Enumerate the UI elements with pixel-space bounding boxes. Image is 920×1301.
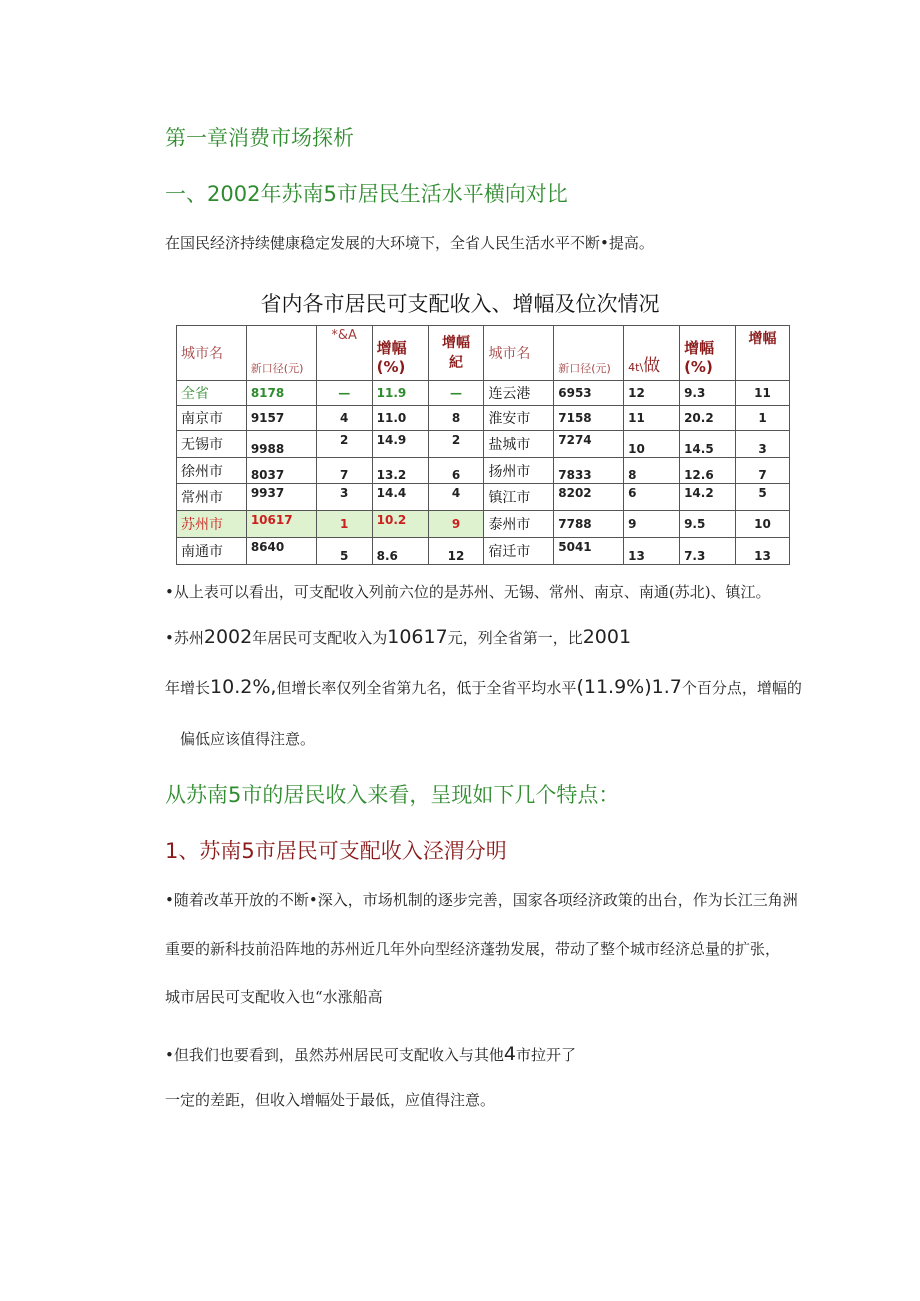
- rank-cell: 1: [316, 511, 372, 538]
- city-cell: 常州市: [177, 484, 247, 511]
- rank-cell: 10: [624, 431, 680, 458]
- table-row-highlight: [177, 511, 790, 538]
- header-rank-right-main: 做: [643, 356, 661, 376]
- income-cell: 8178: [246, 381, 316, 406]
- header-rank-right: [624, 326, 680, 381]
- growth-rank-cell: 7: [736, 458, 790, 484]
- growth-rank-cell: 6: [428, 458, 484, 484]
- growth-cell: 14.5: [680, 431, 736, 458]
- header-income-right: 新口径(元): [554, 326, 624, 381]
- income-cell: 9937: [246, 484, 316, 511]
- table-row: [177, 406, 790, 431]
- year-value: 2002: [203, 626, 253, 648]
- growth-rank-cell: 10: [736, 511, 790, 538]
- city-cell: 淮安市: [484, 406, 554, 431]
- rank-cell: 4: [316, 406, 372, 431]
- year-value: 2001: [582, 626, 632, 648]
- count-value: 4: [503, 1043, 516, 1065]
- header-rank-left: *&A: [316, 326, 372, 381]
- growth-rank-cell: 12: [428, 538, 484, 565]
- table-row: [177, 431, 790, 458]
- growth-rank-cell: 13: [736, 538, 790, 565]
- income-cell: 6953: [554, 381, 624, 406]
- paragraph-ranking: •从上表可以看出，可支配收入列前六位的是苏州、无锡、常州、南京、南通(苏北)、镇江。: [165, 583, 771, 601]
- header-growth-right: 增幅(%): [680, 326, 736, 381]
- income-cell: 7788: [554, 511, 624, 538]
- paragraph-growth: [165, 676, 802, 698]
- income-cell: 8202: [554, 484, 624, 511]
- growth-cell: 13.2: [372, 458, 428, 484]
- city-cell: 南通市: [177, 538, 247, 565]
- growth-cell: 14.4: [372, 484, 428, 511]
- city-cell: 盐城市: [484, 431, 554, 458]
- header-growth-rank-right: 增幅: [736, 326, 790, 381]
- income-cell: 8640: [246, 538, 316, 565]
- table-title: 省内各市居民可支配收入、增幅及位次情况: [260, 292, 660, 316]
- income-table: [176, 325, 790, 565]
- income-cell: 10617: [246, 511, 316, 538]
- section3-title: 1、苏南5市居民可支配收入泾渭分明: [165, 839, 507, 863]
- city-cell: 南京市: [177, 406, 247, 431]
- income-cell: 7833: [554, 458, 624, 484]
- header-city-right: 城市名: [484, 326, 554, 381]
- growth-rank-cell: 2: [428, 431, 484, 458]
- growth-cell: 9.5: [680, 511, 736, 538]
- header-city-left: 城市名: [177, 326, 247, 381]
- city-cell: 苏州市: [177, 511, 247, 538]
- text-run: 市拉开了: [515, 1046, 576, 1064]
- city-cell: 无锡市: [177, 431, 247, 458]
- paragraph-reform: •随着改革开放的不断•深入，市场机制的逐步完善，国家各项经济政策的出台，作为长江三角洲: [165, 891, 798, 909]
- paragraph-reform-end: 城市居民可支配收入也“水涨船高: [165, 988, 383, 1006]
- city-cell: 镇江市: [484, 484, 554, 511]
- growth-cell: 11.0: [372, 406, 428, 431]
- average-value: (11.9%)1.7: [576, 676, 682, 698]
- rank-cell: 12: [624, 381, 680, 406]
- growth-rank-cell: 5: [736, 484, 790, 511]
- income-cell: 9157: [246, 406, 316, 431]
- rank-cell: 3: [316, 484, 372, 511]
- income-cell: 8037: [246, 458, 316, 484]
- rank-cell: 2: [316, 431, 372, 458]
- rank-cell: 9: [624, 511, 680, 538]
- growth-rank-cell: 1: [736, 406, 790, 431]
- header-growth-rank-left-line1: 增幅: [442, 335, 470, 351]
- rank-cell: —: [316, 381, 372, 406]
- text-run: •苏州: [165, 629, 204, 647]
- paragraph-reform-cont: 重要的新科技前沿阵地的苏州近几年外向型经济蓬勃发展，带动了整个城市经济总量的扩张，: [165, 940, 781, 958]
- income-cell: 9988: [246, 431, 316, 458]
- text-run: 元，列全省第一，比: [447, 629, 583, 647]
- growth-cell: 7.3: [680, 538, 736, 565]
- growth-cell: 14.2: [680, 484, 736, 511]
- city-cell: 泰州市: [484, 511, 554, 538]
- city-cell: 全省: [177, 381, 247, 406]
- growth-value: 10.2%,: [210, 676, 277, 698]
- text-run: 年居民可支配收入为: [252, 629, 388, 647]
- header-income-left: 新口径(元): [246, 326, 316, 381]
- header-growth-rank-left-line2: 紀: [449, 355, 463, 371]
- income-value: 10617: [387, 626, 448, 648]
- rank-cell: 8: [624, 458, 680, 484]
- city-cell: 宿迁市: [484, 538, 554, 565]
- paragraph-gap-cont: 一定的差距，但收入增幅处于最低，应值得注意。: [165, 1091, 496, 1109]
- city-cell: 连云港: [484, 381, 554, 406]
- city-cell: 扬州市: [484, 458, 554, 484]
- growth-cell: 9.3: [680, 381, 736, 406]
- chapter-title: 第一章消费市场探析: [165, 126, 354, 150]
- city-cell: 徐州市: [177, 458, 247, 484]
- rank-cell: 5: [316, 538, 372, 565]
- paragraph-note: 偏低应该值得注意。: [180, 730, 316, 748]
- growth-rank-cell: 11: [736, 381, 790, 406]
- growth-cell: 12.6: [680, 458, 736, 484]
- table-row: [177, 538, 790, 565]
- text-run: 但增长率仅列全省第九名，低于全省平均水平: [276, 679, 577, 697]
- growth-rank-cell: 4: [428, 484, 484, 511]
- income-cell: 5041: [554, 538, 624, 565]
- growth-rank-cell: 9: [428, 511, 484, 538]
- rank-cell: 11: [624, 406, 680, 431]
- table-row: [177, 484, 790, 511]
- table-row: [177, 381, 790, 406]
- growth-cell: 14.9: [372, 431, 428, 458]
- text-run: 年增长: [165, 679, 211, 697]
- header-growth-left: 增幅(%): [372, 326, 428, 381]
- paragraph-suzhou-income: [165, 626, 631, 648]
- intro-paragraph: 在国民经济持续健康稳定发展的大环境下，全省人民生活水平不断•提高。: [165, 234, 654, 252]
- section2-title: 从苏南5市的居民收入来看，呈现如下几个特点：: [165, 783, 620, 807]
- text-run: 个百分点，增幅的: [681, 679, 802, 697]
- paragraph-gap: [165, 1043, 576, 1065]
- growth-cell: 11.9: [372, 381, 428, 406]
- rank-cell: 6: [624, 484, 680, 511]
- rank-cell: 13: [624, 538, 680, 565]
- header-growth-rank-left: [428, 326, 484, 381]
- header-rank-right-prefix: 4t\: [628, 361, 644, 374]
- table-row: [177, 458, 790, 484]
- growth-rank-cell: —: [428, 381, 484, 406]
- growth-rank-cell: 8: [428, 406, 484, 431]
- section-title: 一、2002年苏南5市居民生活水平横向对比: [165, 182, 568, 206]
- growth-cell: 10.2: [372, 511, 428, 538]
- income-cell: 7158: [554, 406, 624, 431]
- growth-cell: 20.2: [680, 406, 736, 431]
- income-cell: 7274: [554, 431, 624, 458]
- growth-rank-cell: 3: [736, 431, 790, 458]
- text-run: •但我们也要看到，虽然苏州居民可支配收入与其他: [165, 1046, 504, 1064]
- growth-cell: 8.6: [372, 538, 428, 565]
- rank-cell: 7: [316, 458, 372, 484]
- table-header-row: [177, 326, 790, 381]
